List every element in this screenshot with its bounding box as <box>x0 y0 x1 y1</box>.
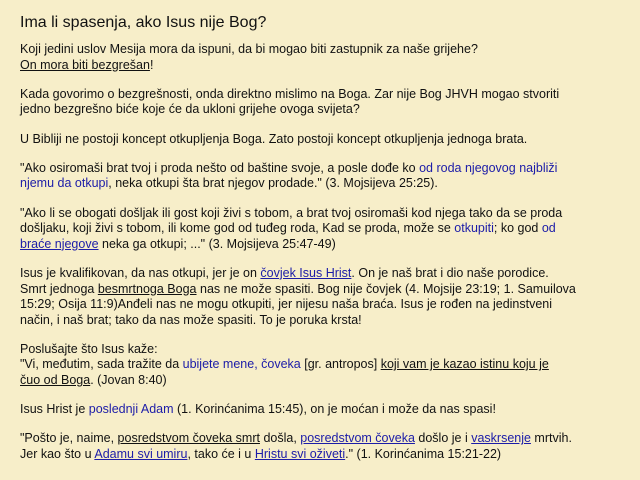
text-line <box>20 282 622 298</box>
underlined-text: posredstvom čoveka <box>300 431 415 446</box>
text-segment: , tako će i u <box>187 447 255 462</box>
highlighted-text: poslednji Adam <box>88 402 174 417</box>
text-segment: 15:29; Osija 11:9)Anđeli nas ne mogu otkupiti, jer nijesu naša braća. Isus je rođen na jedinstveni <box>20 297 553 312</box>
text-segment: došla, <box>259 431 301 446</box>
text-line <box>20 357 622 373</box>
text-segment: Isus Hrist je <box>20 402 89 417</box>
text-line <box>20 266 622 282</box>
text-line <box>20 161 622 177</box>
text-segment: "Vi, međutim, sada tražite da <box>20 357 183 372</box>
highlighted-text: od <box>541 221 556 236</box>
text-segment: "Pošto je, naime, <box>20 431 118 446</box>
text-line <box>20 176 622 192</box>
text-segment: ; ko god <box>493 221 542 236</box>
text-segment: ." (1. Korinćanima 15:21-22) <box>345 447 502 462</box>
text-segment: [gr. antropos] <box>300 357 381 372</box>
underlined-text: posredstvom čoveka smrt <box>117 431 260 446</box>
text-segment: Koji jedini uslov Mesija mora da ispuni, da bi mogao biti zastupnik za naše grijehe? <box>20 42 478 56</box>
paragraph <box>20 266 622 328</box>
text-segment: način, i naš brat; tako da nas može spasiti. To je poruka krsta! <box>20 312 362 327</box>
text-line <box>20 221 622 237</box>
text-segment: nas ne može spasiti. Bog nije čovjek (4. Mojsije 23:19; 1. Samuilova <box>196 281 576 296</box>
underlined-text: braće njegove <box>20 236 99 251</box>
paragraph <box>20 206 622 253</box>
text-line <box>20 237 622 253</box>
text-segment: "Ako osiromaši brat tvoj i proda nešto od baštine svoje, a posle dođe ko <box>20 160 420 175</box>
text-segment: U Bibliji ne postoji koncept otkupljenja Boga. Zato postoji koncept otkupljenja jednoga brata. <box>20 131 528 146</box>
text-segment: ! <box>149 57 154 72</box>
text-segment: došlo je i <box>414 431 472 446</box>
paragraph <box>20 342 622 389</box>
paragraph <box>20 132 622 148</box>
paragraph <box>20 431 622 462</box>
text-segment: . On je naš brat i dio naše porodice. <box>351 265 549 280</box>
highlighted-text: ubijete mene, čoveka <box>182 357 301 372</box>
text-segment: neka ga otkupi; ..." (3. Mojsijeva 25:47-49) <box>98 236 336 251</box>
text-line <box>20 42 622 58</box>
highlighted-text: otkupiti <box>454 221 494 236</box>
text-segment: Jer kao što u <box>20 447 95 462</box>
text-line <box>20 206 622 222</box>
text-segment: mrtvih. <box>530 431 572 446</box>
paragraph <box>20 402 622 418</box>
text-line <box>20 132 622 148</box>
underlined-text: vaskrsenje <box>471 431 531 446</box>
underlined-text: čovjek Isus Hrist <box>260 265 352 280</box>
text-segment: došljaku, koji živi s tobom, ili kome god od tuđeg roda, Kad se proda, može se <box>20 221 455 236</box>
text-line <box>20 431 622 447</box>
underlined-text: besmrtnoga Boga <box>97 281 197 296</box>
text-segment: jedno bezgrešno biće koje će da ukloni grijehe ovoga svijeta? <box>20 102 360 117</box>
text-segment: (1. Korinćanima 15:45), on je moćan i može da nas spasi! <box>173 402 496 417</box>
underlined-text: On mora biti bezgrešan <box>20 57 150 72</box>
highlighted-text: njemu da otkupi <box>20 176 109 191</box>
paragraph <box>20 42 622 73</box>
underlined-text: koji vam je kazao istinu koju je <box>380 357 549 372</box>
text-segment: , neka otkupi šta brat njegov prodade." (3. Mojsijeva 25:25). <box>108 176 438 191</box>
text-segment: Smrt jednoga <box>20 281 98 296</box>
text-line <box>20 297 622 313</box>
highlighted-text: od roda njegovog najbliži <box>419 160 558 175</box>
paragraph <box>20 87 622 118</box>
text-line <box>20 373 622 389</box>
text-segment: Isus je kvalifikovan, da nas otkupi, jer je on <box>20 265 261 280</box>
text-line <box>20 102 622 118</box>
paragraph <box>20 161 622 192</box>
underlined-text: Adamu svi umiru <box>94 447 188 462</box>
underlined-text: Hristu svi oživeti <box>254 447 346 462</box>
text-segment: "Ako li se obogati došljak ili gost koji živi s tobom, a brat tvoj osiromaši kod njega tako da se proda <box>20 205 563 220</box>
text-line <box>20 402 622 418</box>
text-line <box>20 447 622 463</box>
text-segment: Poslušajte što Isus kaže: <box>20 341 158 356</box>
text-line <box>20 87 622 103</box>
text-line <box>20 58 622 74</box>
text-line <box>20 342 622 358</box>
document-body <box>20 42 622 463</box>
page-title: Ima li spasenja, ako Isus nije Bog? <box>20 14 267 31</box>
text-segment: Kada govorimo o bezgrešnosti, onda direktno mislimo na Boga. Zar nije Bog JHVH mogao stvoriti <box>20 86 560 101</box>
underlined-text: čuo od Boga <box>20 373 91 388</box>
text-line <box>20 313 622 329</box>
text-segment: . (Jovan 8:40) <box>90 373 167 388</box>
